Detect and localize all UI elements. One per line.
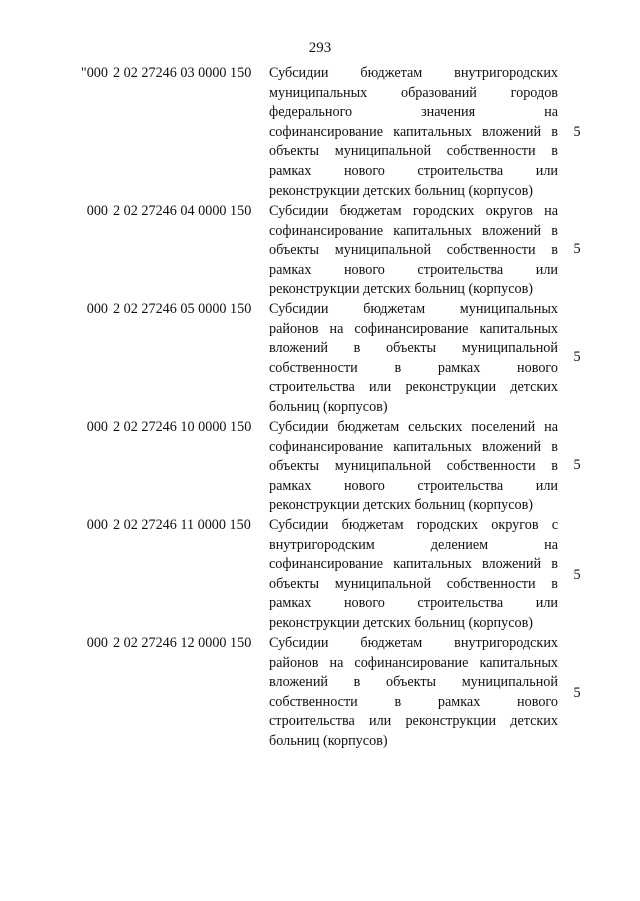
row-description	[269, 418, 558, 516]
description-line: рамках нового строительства или	[269, 162, 558, 179]
classification-code: 2 02 27246 10 0000 150	[113, 419, 252, 435]
table-row	[0, 634, 640, 752]
description-line: муниципальных образований городов	[269, 84, 558, 101]
description-line: Субсидии бюджетам сельских поселений на	[269, 419, 558, 435]
description-line: объекты муниципальной собственности в	[269, 458, 558, 475]
description-line: софинансирование капитальных вложений в	[269, 556, 558, 573]
page-number: 293	[308, 40, 332, 56]
row-description	[269, 516, 558, 634]
description-line: вложений в объекты муниципальной	[269, 674, 558, 691]
description-line: софинансирование капитальных вложений в	[269, 222, 558, 239]
description-line: Субсидии бюджетам внутригородских	[269, 65, 558, 81]
row-description	[269, 300, 558, 418]
description-line: Субсидии бюджетам муниципальных	[269, 301, 558, 317]
description-line: реконструкции детских больниц (корпусов)	[269, 614, 534, 631]
description-line: федерального значения на	[269, 104, 558, 121]
table-row	[0, 418, 640, 516]
description-line: внутригородским делением на	[269, 536, 558, 553]
description-line: собственности в рамках нового	[269, 693, 558, 710]
table-row	[0, 300, 640, 418]
classification-code: 2 02 27246 05 0000 150	[113, 301, 252, 317]
description-line: объекты муниципальной собственности в	[269, 143, 558, 160]
description-line: рамках нового строительства или	[269, 595, 558, 612]
description-line: собственности в рамках нового	[269, 359, 558, 376]
description-line: Субсидии бюджетам внутригородских	[269, 635, 558, 651]
description-line: рамках нового строительства или	[269, 477, 558, 494]
description-line: больниц (корпусов)	[269, 732, 388, 749]
row-description	[269, 202, 558, 300]
admin-code: 000	[86, 517, 108, 533]
amount-value: 5	[573, 457, 581, 473]
admin-code: 000	[86, 203, 108, 219]
description-line: вложений в объекты муниципальной	[269, 340, 558, 357]
description-line: объекты муниципальной собственности в	[269, 575, 558, 592]
classification-code: 2 02 27246 12 0000 150	[113, 635, 252, 651]
description-line: софинансирование капитальных вложений в	[269, 123, 558, 140]
description-line: реконструкции детских больниц (корпусов)	[269, 182, 534, 199]
description-line: районов на софинансирование капитальных	[269, 654, 558, 671]
admin-code: "000	[80, 65, 108, 81]
description-line: Субсидии бюджетам городских округов на	[269, 203, 558, 219]
description-line: строительства или реконструкции детских	[269, 713, 558, 730]
description-line: районов на софинансирование капитальных	[269, 320, 558, 337]
admin-code: 000	[86, 635, 108, 651]
description-line: Субсидии бюджетам городских округов с	[269, 517, 558, 533]
row-description	[269, 64, 558, 201]
description-line: рамках нового строительства или	[269, 261, 558, 278]
amount-value: 5	[573, 685, 581, 701]
description-line: реконструкции детских больниц (корпусов)	[269, 497, 534, 514]
admin-code: 000	[86, 301, 108, 317]
description-line: объекты муниципальной собственности в	[269, 242, 558, 259]
classification-code: 2 02 27246 04 0000 150	[113, 203, 252, 219]
description-line: софинансирование капитальных вложений в	[269, 438, 558, 455]
table-row	[0, 202, 640, 300]
row-description	[269, 634, 558, 752]
description-line: реконструкции детских больниц (корпусов)	[269, 281, 534, 298]
classification-code: 2 02 27246 11 0000 150	[113, 517, 251, 533]
description-line: строительства или реконструкции детских	[269, 379, 558, 396]
amount-value: 5	[573, 124, 581, 140]
amount-value: 5	[573, 349, 581, 365]
amount-value: 5	[573, 567, 581, 583]
admin-code: 000	[86, 419, 108, 435]
description-line: больниц (корпусов)	[269, 398, 388, 415]
table-row	[0, 64, 640, 202]
amount-value: 5	[573, 241, 581, 257]
classification-code: 2 02 27246 03 0000 150	[113, 65, 252, 81]
table-row	[0, 516, 640, 634]
